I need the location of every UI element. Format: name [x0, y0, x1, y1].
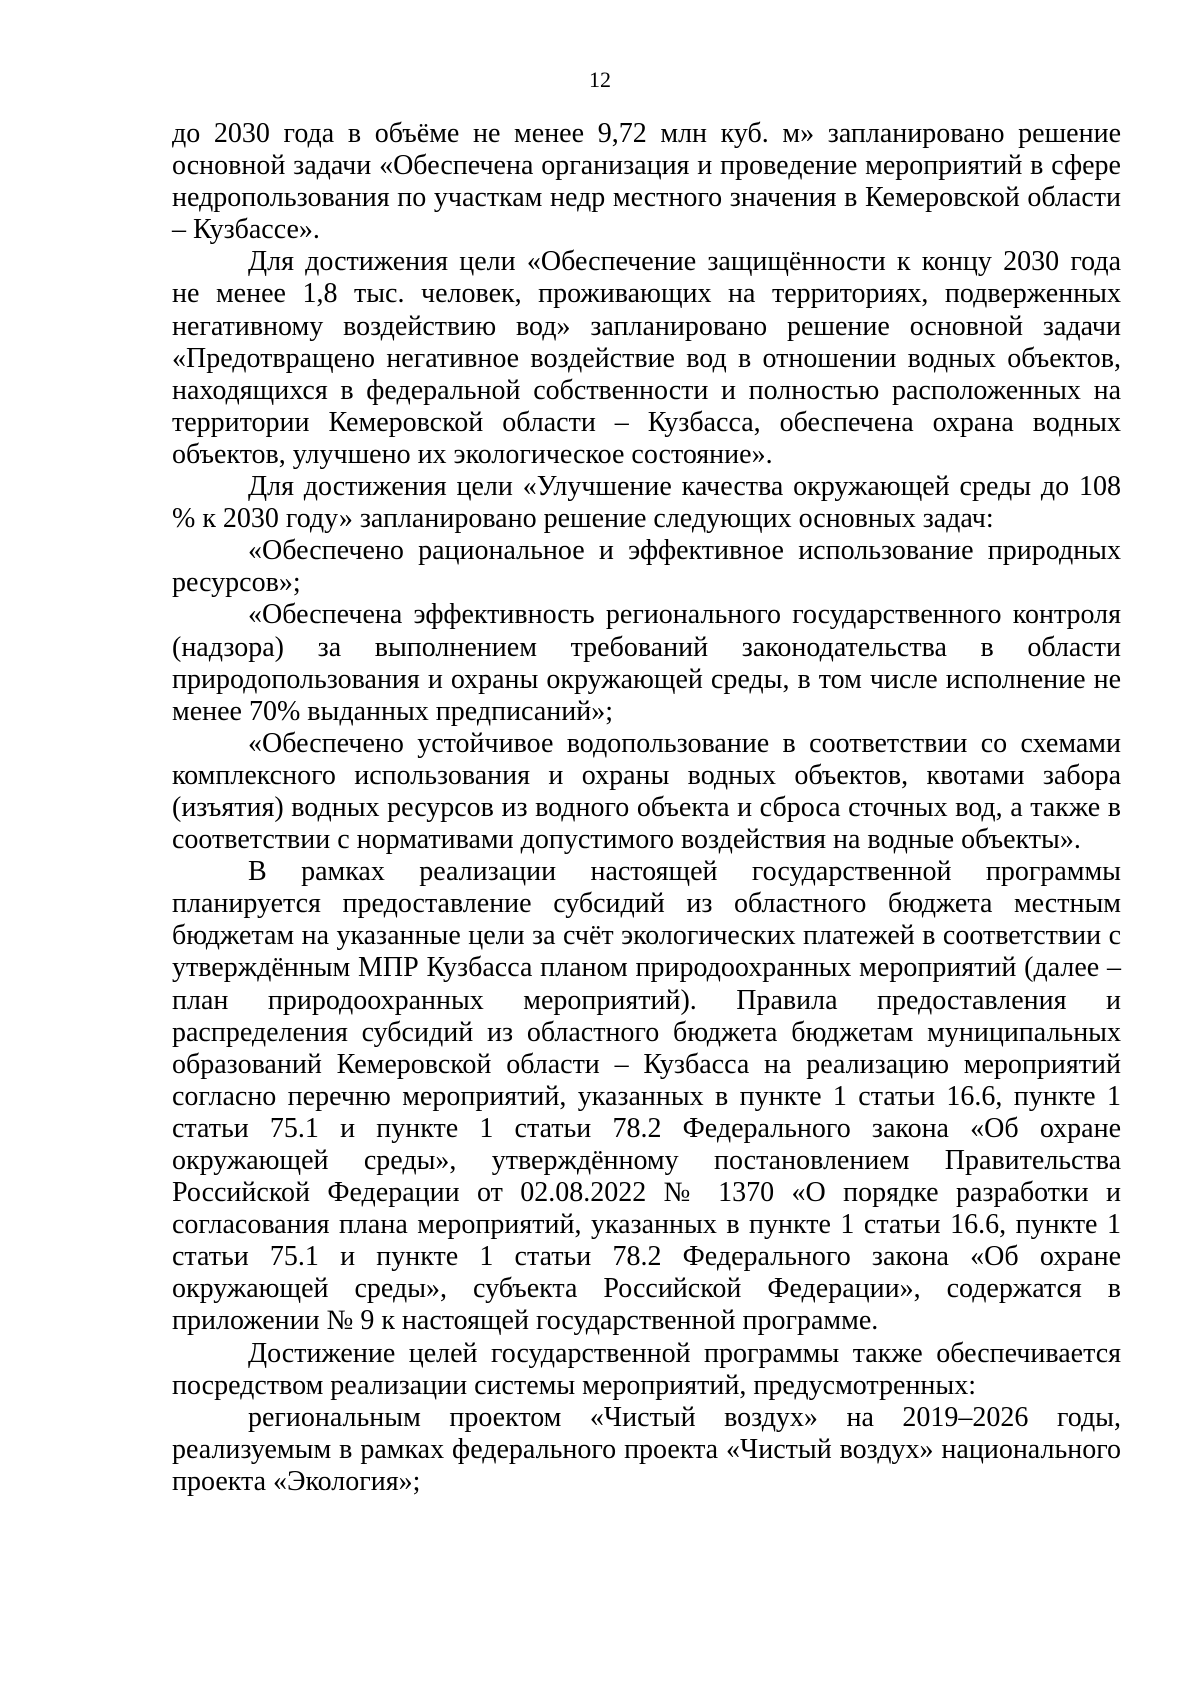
page-number: 12 [589, 67, 611, 92]
paragraph: «Обеспечено рациональное и эффективное использование природных ресурсов»; [172, 535, 1121, 599]
paragraph: Для достижения цели «Улучшение качества окружающей среды до 108 % к 2030 году» запланировано решение следующих основных задач: [172, 471, 1121, 535]
paragraph: «Обеспечено устойчивое водопользование в соответствии со схемами комплексного использования и охраны водных объектов, квотами забора (изъятия) водных ресурсов из водного объекта и сброса сточных вод, а также в соответствии с нормативами допустимого воздействия на водные объекты». [172, 727, 1121, 856]
paragraph: «Обеспечена эффективность регионального государственного контроля (надзора) за выполнением требований законодательства в области природопользования и охраны окружающей среды, в том числе исполнение не менее 70% выданных предписаний»; [172, 599, 1121, 727]
paragraph: Достижение целей государственной программы также обеспечивается посредством реализации системы мероприятий, предусмотренных: [172, 1337, 1121, 1401]
paragraph: В рамках реализации настоящей государственной программы планируется предоставление субсидий из областного бюджета местным бюджетам на указанные цели за счёт экологических платежей в соответствии с утверждённым МПР Кузбасса планом природоохранных мероприятий (далее – план природоохранных мероприятий). Правила предоставления и распределения субсидий из областного бюджета бюджетам муниципальных образований Кемеровской области – Кузбасса на реализацию мероприятий согласно перечню мероприятий, указанных в пункте 1 статьи 16.6, пункте 1 статьи 75.1 и пункте 1 статьи 78.2 Федерального закона «Об охране окружающей среды», утверждённому постановлением Правительства Российской Федерации от 02.08.2022 № 1370 «О порядке разработки и согласования плана мероприятий, указанных в пункте 1 статьи 16.6, пункте 1 статьи 75.1 и пункте 1 статьи 78.2 Федерального закона «Об охране окружающей среды», субъекта Российской Федерации», содержатся в приложении № 9 к настоящей государственной программе. [172, 856, 1121, 1337]
paragraph: региональным проектом «Чистый воздух» на 2019–2026 годы, реализуемым в рамках федерального проекта «Чистый воздух» национального проекта «Экология»; [172, 1401, 1121, 1497]
paragraph: до 2030 года в объёме не менее 9,72 млн куб. м» запланировано решение основной задачи «Обеспечена организация и проведение мероприятий в сфере недропользования по участкам недр местного значения в Кемеровской области – Кузбассе». [172, 118, 1121, 246]
document-body [172, 118, 1121, 1498]
paragraph: Для достижения цели «Обеспечение защищённости к концу 2030 года не менее 1,8 тыс. человек, проживающих на территориях, подверженных негативному воздействию вод» запланировано решение основной задачи «Предотвращено негативное воздействие вод в отношении водных объектов, находящихся в федеральной собственности и полностью расположенных на территории Кемеровской области – Кузбасса, обеспечена охрана водных объектов, улучшено их экологическое состояние». [172, 246, 1121, 470]
